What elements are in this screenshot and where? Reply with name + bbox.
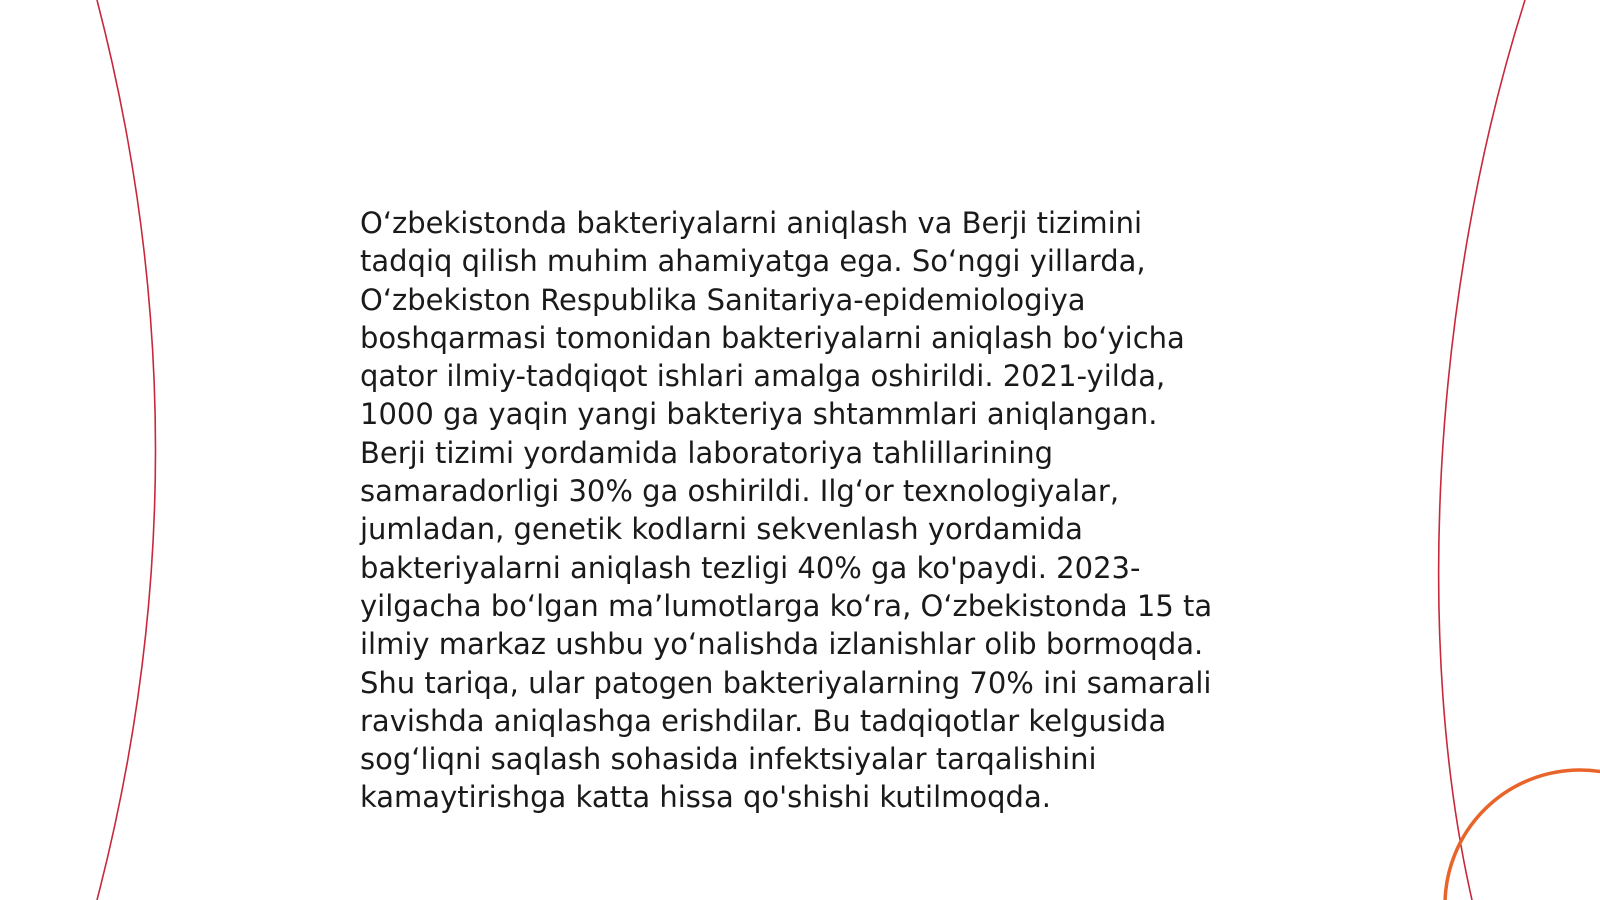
text-line: boshqarmasi tomonidan bakteriyalarni aniqlash bo‘yicha — [360, 320, 1185, 355]
text-line: samaradorligi 30% ga oshirildi. Ilg‘or texnologiyalar, — [360, 474, 1120, 509]
text-line: qator ilmiy-tadqiqot ishlari amalga oshirildi. 2021-yilda, — [360, 359, 1166, 394]
text-line: sog‘liqni saqlash sohasida infektsiyalar tarqalishini — [360, 742, 1097, 777]
text-line: Shu tariqa, ular patogen bakteriyalarning 70% ini samarali — [360, 665, 1212, 700]
text-line: kamaytirishga katta hissa qo'shishi kutilmoqda. — [360, 780, 1051, 815]
right-curve — [1439, 0, 1525, 900]
text-line: O‘zbekiston Respublika Sanitariya-epidemiologiya — [360, 282, 1086, 317]
text-line: jumladan, genetik kodlarni sekvenlash yordamida — [360, 512, 1083, 547]
text-line: Berji tizimi yordamida laboratoriya tahlillarining — [360, 435, 1054, 470]
body-paragraph — [360, 204, 1240, 817]
text-line: 1000 ga yaqin yangi bakteriya shtammlari aniqlangan. — [360, 397, 1158, 432]
text-line: bakteriyalarni aniqlash tezligi 40% ga ko'paydi. 2023- — [360, 550, 1141, 585]
text-line: tadqiq qilish muhim ahamiyatga ega. So‘nggi yillarda, — [360, 244, 1146, 279]
text-line: O‘zbekistonda bakteriyalarni aniqlash va Berji tizimini — [360, 206, 1143, 240]
text-line: ravishda aniqlashga erishdilar. Bu tadqiqotlar kelgusida — [360, 703, 1167, 738]
text-line: ilmiy markaz ushbu yo‘nalishda izlanishlar olib bormoqda. — [360, 627, 1204, 662]
text-line: yilgacha bo‘lgan ma’lumotlarga ko‘ra, O‘zbekistonda 15 ta — [360, 588, 1213, 623]
left-curve — [97, 0, 156, 900]
